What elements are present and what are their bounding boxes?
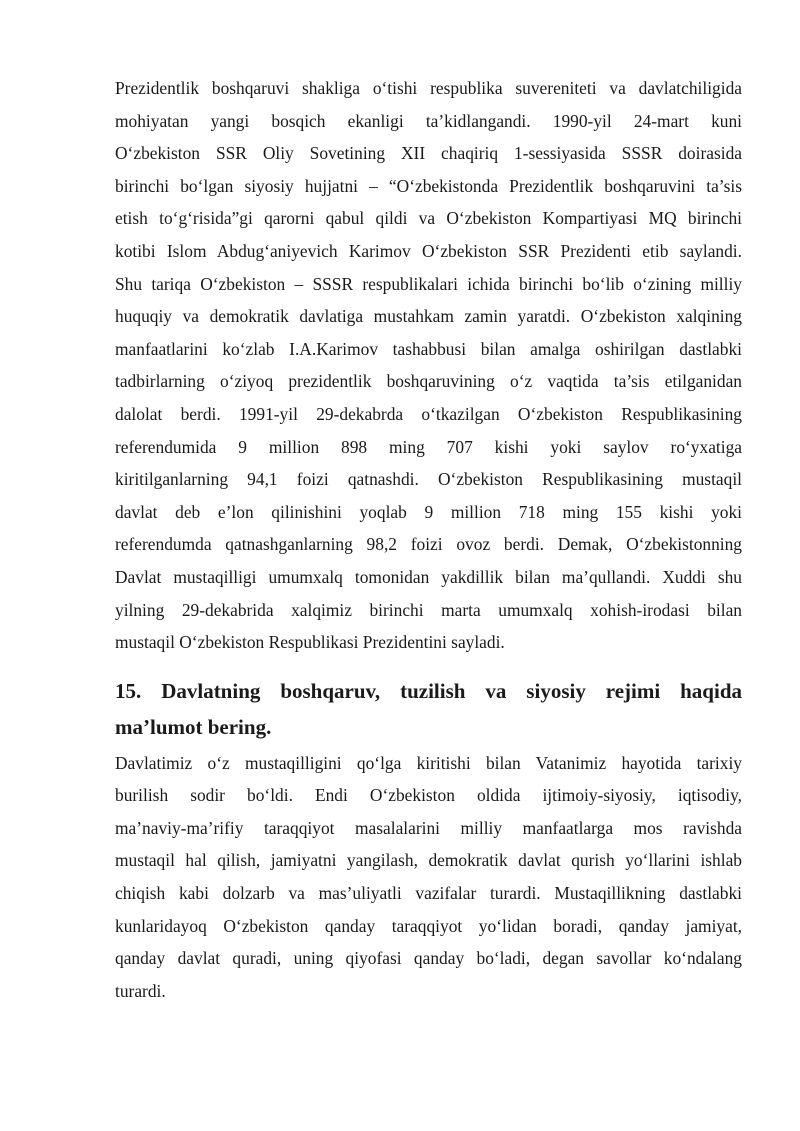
section-heading-15 bbox=[115, 673, 742, 745]
document-page bbox=[115, 72, 742, 1007]
text-line: huquqiy va demokratik davlatiga mustahkam zamin yaratdi. O‘zbekiston xalqining bbox=[115, 306, 742, 327]
text-line: tadbirlarning o‘ziyoq prezidentlik boshqaruvining o‘z vaqtida ta’sis etilganidan bbox=[115, 371, 742, 392]
text-line: kiritilganlarning 94,1 foizi qatnashdi. O‘zbekiston Respublikasining mustaqil bbox=[115, 469, 742, 490]
text-line: manfaatlarini ko‘zlab I.A.Karimov tashabbusi bilan amalga oshirilgan dastlabki bbox=[115, 338, 742, 359]
text-line: Davlatimiz o‘z mustaqilligini qo‘lga kiritishi bilan Vatanimiz hayotida tarixiy bbox=[115, 752, 742, 773]
text-line: mohiyatan yangi bosqich ekanligi ta’kidlangandi. 1990-yil 24-mart kuni bbox=[115, 110, 742, 131]
text-line: kotibi Islom Abdug‘aniyevich Karimov O‘zbekiston SSR Prezidenti etib saylandi. bbox=[115, 240, 742, 261]
text-line: chiqish kabi dolzarb va mas’uliyatli vazifalar turardi. Mustaqillikning dastlabki bbox=[115, 883, 742, 904]
text-line: burilish sodir bo‘ldi. Endi O‘zbekiston oldida ijtimoiy-siyosiy, iqtisodiy, bbox=[115, 785, 742, 806]
text-line: Prezidentlik boshqaruvi shakliga o‘tishi respublika suvereniteti va davlatchiligida bbox=[115, 78, 742, 98]
text-line: dalolat berdi. 1991-yil 29-dekabrda o‘tkazilgan O‘zbekiston Respublikasining bbox=[115, 403, 742, 424]
text-line: mustaqil O‘zbekiston Respublikasi Prezidentini sayladi. bbox=[115, 632, 505, 653]
text-line: Shu tariqa O‘zbekiston – SSSR respublikalari ichida birinchi bo‘lib o‘zining milliy bbox=[115, 273, 742, 294]
text-line: referendumida 9 million 898 ming 707 kishi yoki saylov ro‘yxatiga bbox=[115, 436, 742, 457]
text-line: kunlaridayoq O‘zbekiston qanday taraqqiyot yo‘lidan boradi, qanday jamiyat, bbox=[115, 915, 742, 936]
paragraph-mustaqillik bbox=[115, 747, 742, 1008]
text-line: qanday davlat quradi, uning qiyofasi qanday bo‘ladi, degan savollar ko‘ndalang bbox=[115, 948, 742, 969]
text-line: Davlat mustaqilligi umumxalq tomonidan yakdillik bilan ma’qullandi. Xuddi shu bbox=[115, 566, 742, 587]
paragraph-prezidentlik bbox=[115, 72, 742, 659]
heading-line: 15. Davlatning boshqaruv, tuzilish va siyosiy rejimi haqida bbox=[115, 678, 742, 703]
text-line: ma’naviy-ma’rifiy taraqqiyot masalalarini milliy manfaatlarga mos ravishda bbox=[115, 817, 742, 838]
text-line: mustaqil hal qilish, jamiyatni yangilash, demokratik davlat qurish yo‘llarini ishlab bbox=[115, 850, 742, 871]
text-line: etish to‘g‘risida”gi qarorni qabul qildi va O‘zbekiston Kompartiyasi MQ birinchi bbox=[115, 208, 742, 229]
text-line: O‘zbekiston SSR Oliy Sovetining XII chaqiriq 1-sessiyasida SSSR doirasida bbox=[115, 143, 742, 164]
text-line: turardi. bbox=[115, 980, 166, 1001]
text-line: davlat deb e’lon qilinishini yoqlab 9 million 718 ming 155 kishi yoki bbox=[115, 501, 742, 522]
text-line: yilning 29-dekabrida xalqimiz birinchi marta umumxalq xohish-irodasi bilan bbox=[115, 599, 742, 620]
heading-line: ma’lumot bering. bbox=[115, 714, 272, 739]
text-line: referendumda qatnashganlarning 98,2 foizi ovoz berdi. Demak, O‘zbekistonning bbox=[115, 534, 742, 555]
text-line: birinchi bo‘lgan siyosiy hujjatni – “O‘zbekistonda Prezidentlik boshqaruvini ta’sis bbox=[115, 175, 742, 196]
